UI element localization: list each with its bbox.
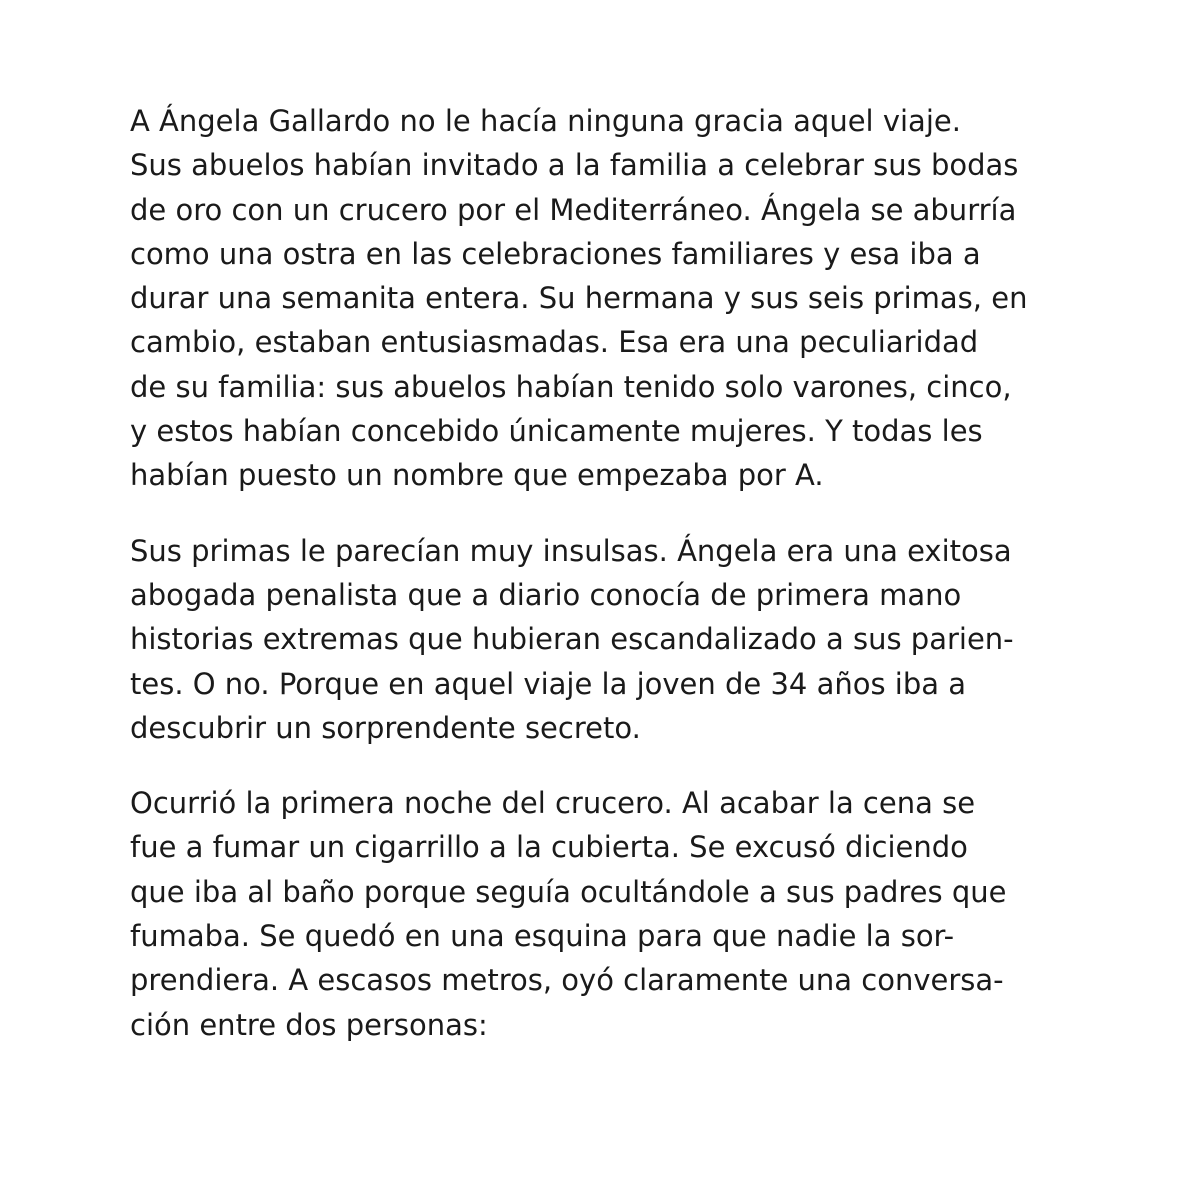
text-line: cambio, estaban entusiasmadas. Esa era una peculiaridad xyxy=(130,325,979,360)
text-line: fumaba. Se quedó en una esquina para que nadie la sor- xyxy=(130,919,955,954)
text-line: de oro con un crucero por el Mediterráneo. Ángela se aburría xyxy=(130,192,1017,227)
text-line: descubrir un sorprendente secreto. xyxy=(130,710,641,745)
text-line: que iba al baño porque seguía ocultándole a sus padres que xyxy=(130,874,1007,909)
text-line: habían puesto un nombre que empezaba por A. xyxy=(130,458,824,493)
document-page xyxy=(130,99,1130,1078)
text-line: ción entre dos personas: xyxy=(130,1007,488,1042)
text-line: abogada penalista que a diario conocía de primera mano xyxy=(130,577,962,612)
text-line: y estos habían concebido únicamente mujeres. Y todas les xyxy=(130,414,983,449)
text-line: fue a fumar un cigarrillo a la cubierta. Se excusó diciendo xyxy=(130,830,968,865)
text-line: Sus abuelos habían invitado a la familia a celebrar sus bodas xyxy=(130,148,1019,183)
paragraph-1 xyxy=(130,99,1130,498)
text-line: tes. O no. Porque en aquel viaje la joven de 34 años iba a xyxy=(130,666,967,701)
text-line: A Ángela Gallardo no le hacía ninguna gracia aquel viaje. xyxy=(130,104,961,138)
text-line: de su familia: sus abuelos habían tenido solo varones, cinco, xyxy=(130,369,1012,404)
text-line: historias extremas que hubieran escandalizado a sus parien- xyxy=(130,622,1014,657)
text-line: como una ostra en las celebraciones familiares y esa iba a xyxy=(130,236,981,271)
text-line: prendiera. A escasos metros, oyó claramente una conversa- xyxy=(130,963,1004,998)
paragraph-3 xyxy=(130,781,1130,1047)
text-line: Sus primas le parecían muy insulsas. Ángela era una exitosa xyxy=(130,533,1012,568)
text-line: durar una semanita entera. Su hermana y sus seis primas, en xyxy=(130,281,1028,316)
paragraph-2 xyxy=(130,529,1130,750)
text-line: Ocurrió la primera noche del crucero. Al acabar la cena se xyxy=(130,786,976,821)
